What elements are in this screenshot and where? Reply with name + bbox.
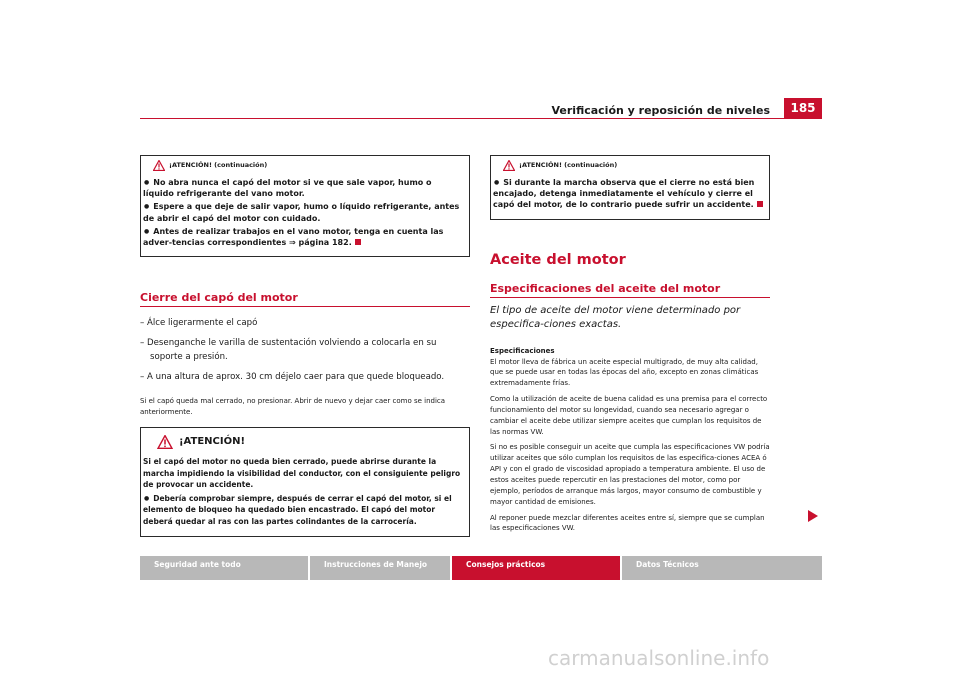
warning-item-text: ● Antes de realizar trabajos en el vano motor, tenga en cuenta las adver-tencias correspondientes ⇒ página 182.	[143, 227, 443, 247]
steps-list	[140, 317, 470, 384]
end-of-section-icon	[757, 201, 763, 207]
section-title: Cierre del capó del motor	[140, 291, 470, 307]
footer-tab-instrucciones[interactable]: Instrucciones de Manejo	[310, 556, 450, 580]
footer-tab-seguridad[interactable]: Seguridad ante todo	[140, 556, 308, 580]
body-paragraph: Al reponer puede mezclar diferentes aceites entre sí, siempre que se cumplan las especificaciones VW.	[490, 513, 765, 533]
warning-item: ● No abra nunca el capó del motor si ve que sale vapor, humo o líquido refrigerante del vano motor.	[143, 177, 463, 199]
warning-continuation-box	[490, 155, 770, 220]
warning-continuation-header	[503, 160, 763, 171]
header-divider	[140, 118, 822, 119]
warning-box	[140, 427, 470, 536]
footer-tab-datos[interactable]: Datos Técnicos	[622, 556, 822, 580]
page-header-title: Verificación y reposición de niveles	[551, 104, 770, 117]
chapter-title: Aceite del motor	[490, 251, 626, 268]
warning-item-text: ● Si durante la marcha observa que el cierre no está bien encajado, detenga inmediatamente el vehículo y cierre el capó del motor, de lo contrario puede sufrir un accidente.	[493, 178, 754, 209]
warning-item: ● Espere a que deje de salir vapor, humo o líquido refrigerante, antes de abrir el capó del motor con cuidado.	[143, 201, 463, 223]
body-paragraph: Como la utilización de aceite de buena calidad es una premisa para el correcto funcionamiento del motor su longevidad, cuando sea necesario agregar o cambiar el aceite debe utilizar siempre aceites que cumplan los requisitos de las normas VW.	[490, 395, 768, 436]
warning-header	[157, 434, 463, 450]
end-of-section-icon	[355, 239, 361, 245]
body-paragraph: El motor lleva de fábrica un aceite especial multigrado, de muy alta calidad, que se puede usar en todas las épocas del año, excepto en zonas climáticas extremadamente frías.	[490, 357, 759, 388]
right-column	[490, 155, 770, 539]
warning-label: ¡ATENCIÓN!	[179, 436, 246, 448]
footer-tab-consejos[interactable]: Consejos prácticos	[452, 556, 620, 580]
step-item: – A una altura de aprox. 30 cm déjelo caer para que quede bloqueado.	[140, 371, 470, 384]
step-item: – Álce ligerarmente el capó	[140, 317, 470, 330]
body-paragraph: Si no es posible conseguir un aceite que cumpla las especificaciones VW podría utilizar aceites que sólo cumplan los requisitos de las especifica-ciones ACEA ó API y con el grado de viscosidad apropiado a temperatura ambiente. El uso de estos aceites puede repercutir en las prestaciones del motor, como por ejemplo, períodos de arranque más largos, mayor consumo de combustible y mayor cantidad de emisiones.	[490, 443, 770, 506]
section-title: Especificaciones del aceite del motor	[490, 282, 770, 298]
warning-item-last	[493, 177, 763, 211]
warning-item-last	[143, 226, 463, 248]
note-text: Si el capó queda mal cerrado, no presionar. Abrir de nuevo y dejar caer como se indica anteriormente.	[140, 397, 446, 416]
next-page-arrow-icon[interactable]	[808, 510, 818, 522]
watermark-text: carmanualsonline.info	[548, 646, 770, 670]
lead-text: El tipo de aceite del motor viene determinado por especifica-ciones exactas.	[490, 304, 741, 331]
page-number: 185	[784, 98, 822, 118]
warning-continuation-label: ¡ATENCIÓN! (continuación)	[519, 160, 618, 169]
left-column	[140, 155, 470, 537]
warning-continuation-box	[140, 155, 470, 257]
sub-header: Especificaciones	[490, 346, 555, 355]
warning-triangle-icon	[503, 160, 515, 171]
warning-continuation-header	[153, 160, 463, 171]
warning-item: ● Debería comprobar siempre, después de cerrar el capó del motor, si el elemento de bloqueo ha quedado bien encastrado. El capó del motor deberá quedar al ras con las partes colindantes de la carrocería.	[143, 493, 463, 528]
warning-continuation-label: ¡ATENCIÓN! (continuación)	[169, 160, 268, 169]
warning-triangle-icon	[153, 160, 165, 171]
warning-text: Si el capó del motor no queda bien cerrado, puede abrirse durante la marcha impidiendo la visibilidad del conductor, con el consiguiente peligro de provocar un accidente.	[143, 456, 461, 490]
step-item: – Desenganche le varilla de sustentación volviendo a colocarla en su soporte a presión.	[140, 337, 470, 364]
warning-triangle-icon	[157, 435, 173, 449]
